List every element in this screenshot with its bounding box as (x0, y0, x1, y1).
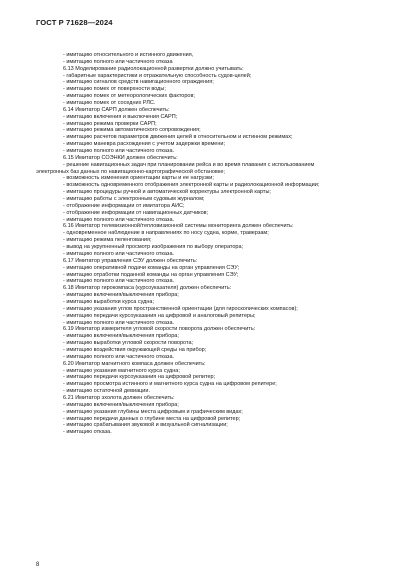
list-item: - имитацию оперативной подачи команды на орган управления СЭУ; (63, 264, 240, 271)
list-item: - имитацию режима автоматического сопровождения; (63, 127, 201, 134)
continuation-line: электронных баз данных по навигационно-картографической обстановке; (36, 168, 225, 175)
section-heading-line: 6.20 Имитатор магнитного компаса должен обеспечить: (63, 360, 206, 367)
list-item: - имитацию режима пеленгования; (63, 237, 152, 244)
list-item: - имитацию полного или частичного отказа. (63, 319, 175, 326)
list-item: - имитацию полного или частичного отказа (63, 58, 173, 65)
list-item: - вывод на укрупненный просмотр изображения по выбору оператора; (63, 244, 244, 251)
list-item: - отображение информации от имитатора АИС; (63, 202, 185, 209)
list-item: - имитацию полного или частичного отказа. (63, 216, 175, 223)
list-item: - решение навигационных задач при планировании рейса и во время плавания с использованием (63, 161, 315, 168)
section-heading-line: 6.17 Имитатор управления СЭУ должен обеспечить: (63, 257, 198, 264)
list-item: - имитацию отработки поданной команды на орган управления СЭУ; (63, 271, 239, 278)
list-item: - имитацию режима проверки САРП; (63, 120, 157, 127)
list-item: - имитацию сигналов средств навигационного ограждения; (63, 79, 214, 86)
list-item: - имитацию воздействия окружающей среды на прибор; (63, 346, 207, 353)
list-item: - имитацию включения и выключения САРП; (63, 113, 178, 120)
list-item: - имитацию просмотра истинного и магнитного курса судна на цифровом репитере; (63, 381, 277, 388)
list-item: - имитацию указания углов пространственной ориентации (для гироскопических компасов); (63, 305, 298, 312)
list-item: - имитацию срабатывания звуковой и визуальной сигнализации; (63, 422, 228, 429)
section-heading-line: 6.21 Имитатор эхолота должен обеспечить: (63, 394, 175, 401)
list-item: - имитацию передачи данных о глубине места на цифровой репитер; (63, 415, 241, 422)
list-item: - имитацию помех от поверхности воды; (63, 86, 166, 93)
list-item: - имитацию полного или частичного отказа. (63, 278, 175, 285)
list-item: - имитацию полного или частичного отказа. (63, 250, 175, 257)
list-item: - имитацию относительного и истинного движения, (63, 52, 194, 58)
list-item: - имитацию включения/выключения прибора; (63, 292, 179, 299)
list-item: - имитацию полного или частичного отказа. (63, 148, 175, 155)
list-item: - имитацию включения/выключения прибора; (63, 401, 179, 408)
list-item: - имитацию остаточной девиации. (63, 388, 150, 395)
list-item: - имитацию расчетов параметров движения целей в относительном и истинном режимах; (63, 134, 293, 141)
list-item: - имитацию работы с электронным судовым журналом; (63, 196, 205, 203)
list-item: - отображение информации от навигационных датчиков; (63, 209, 209, 216)
section-heading-line: 6.16 Имитатор телевизионной/тепловизионной системы мониторинга должен обеспечить: (63, 223, 294, 230)
list-item: - имитацию включения/выключения прибора; (63, 333, 179, 340)
list-item: - имитацию выработки курса судна; (63, 298, 154, 305)
list-item: - габаритные характеристики и отражательную способность судов-целей; (63, 72, 252, 79)
list-item: - имитацию процедуры ручной и автоматической корректуры электронной карты; (63, 189, 271, 196)
list-item: - имитацию указания магнитного курса судна; (63, 367, 180, 374)
list-item: - возможность изменения ориентации карты и ее нагрузки; (63, 175, 214, 182)
document-body (36, 52, 388, 436)
list-item: - имитацию указания глубины места цифровым и графическим видах; (63, 408, 243, 415)
list-item: - имитацию помех от метеорологических факторов; (63, 93, 195, 100)
section-heading-line: 6.19 Имитатор измерителя угловой скорости поворота должен обеспечить: (63, 326, 256, 333)
page-header-standard-code: ГОСТ Р 71628—2024 (36, 18, 113, 27)
section-heading-line: 6.15 Имитатор СОЭНКИ должен обеспечить: (63, 154, 178, 161)
list-item: - имитацию полного или частичного отказа. (63, 353, 175, 360)
list-item: - имитацию помех от соседних РЛС. (63, 100, 156, 107)
list-item: - имитацию передачи курсоуказания на цифровой и аналоговый репитеры; (63, 312, 256, 319)
section-heading-line: 6.13 Моделирование радиолокационной развертки должно учитывать: (63, 65, 244, 72)
list-item: - имитацию отказа. (63, 429, 112, 436)
section-heading-line: 6.14 Имитатор САРП должен обеспечить: (63, 106, 170, 113)
list-item: - имитацию маневра расхождения с учетом задержки времени; (63, 141, 226, 148)
section-heading-line: 6.18 Имитатор гирокомпаса (курсоуказателя) должен обеспечить: (63, 285, 232, 292)
list-item: - имитацию передачи курсоуказания на цифровой репитер; (63, 374, 216, 381)
list-item: - имитацию выработки угловой скорости поворота; (63, 340, 194, 347)
list-item: - возможность одновременного отображения электронной карты и радиолокационной информации; (63, 182, 320, 189)
page-number: 8 (36, 562, 40, 568)
list-item: - одновременное наблюдение в направлениях по носу судна, корме, траверзам; (63, 230, 269, 237)
